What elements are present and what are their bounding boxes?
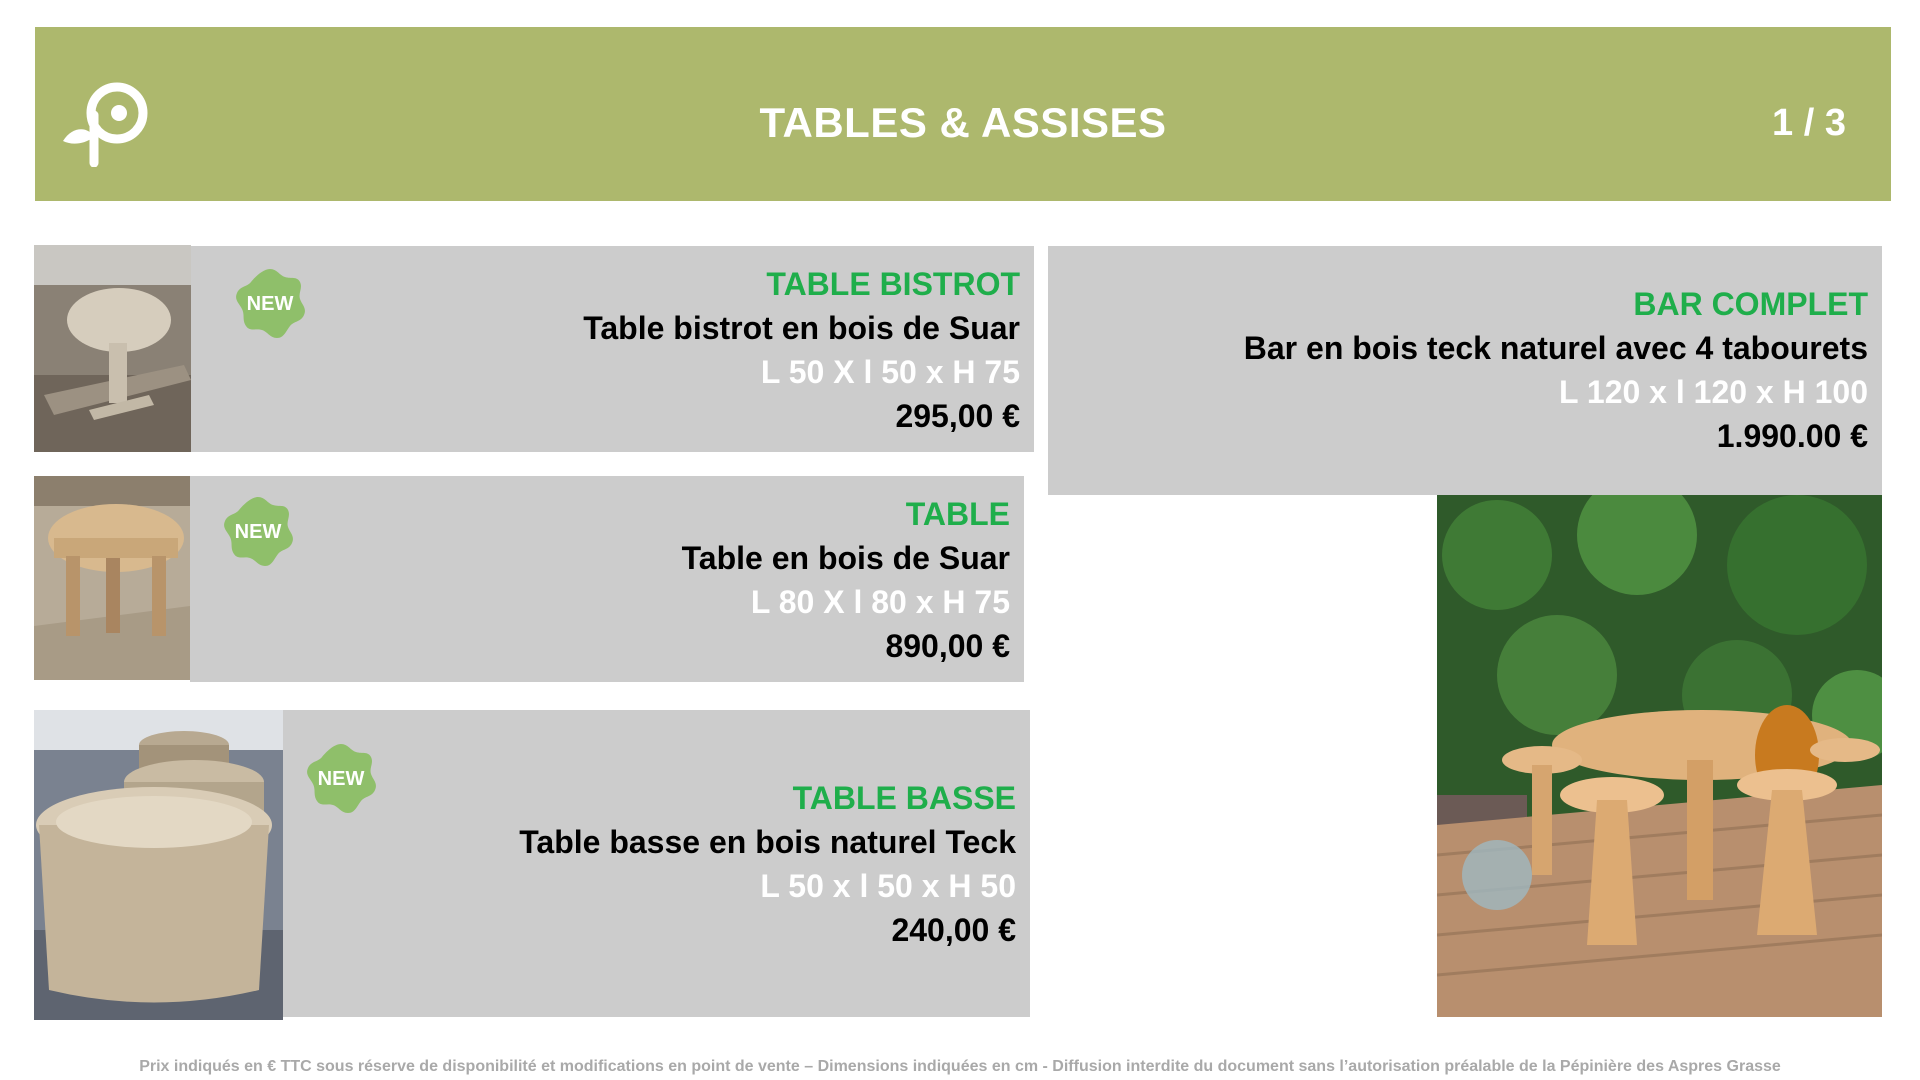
product-dimensions: L 50 x l 50 x H 50 [760, 868, 1016, 904]
product-description: Table en bois de Suar [681, 540, 1010, 576]
product-name: TABLE BISTROT [766, 266, 1020, 302]
header-bar [35, 27, 1891, 201]
product-price: 890,00 € [885, 628, 1010, 664]
product-dimensions: L 80 X l 80 x H 75 [750, 584, 1010, 620]
product-price: 1.990.00 € [1716, 418, 1868, 454]
new-badge [304, 741, 378, 815]
product-card-table-basse [283, 710, 1030, 1017]
product-photo-table [34, 476, 190, 680]
page-title: TABLES & ASSISES [759, 99, 1167, 146]
new-badge-label: NEW [246, 293, 294, 315]
product-name: TABLE BASSE [792, 780, 1016, 816]
product-card-bar-complet [1048, 246, 1882, 495]
new-badge [221, 494, 295, 568]
new-badge-label: NEW [234, 521, 282, 543]
product-text [1244, 282, 1868, 458]
product-text [682, 492, 1010, 668]
footer-disclaimer: Prix indiqués en € TTC sous réserve de disponibilité et modifications en point de vente – Dimensions indiquées en cm - Diffusion interdite du document sans l’autorisation préalable de la Pépinière des Aspres Grasse [139, 1058, 1781, 1075]
product-text [519, 776, 1016, 952]
product-description: Bar en bois teck naturel avec 4 tabourets [1243, 330, 1868, 366]
product-price: 240,00 € [891, 912, 1016, 948]
product-card-table [190, 476, 1024, 682]
product-description: Table basse en bois naturel Teck [519, 824, 1016, 860]
new-badge [233, 266, 307, 340]
product-name: BAR COMPLET [1633, 286, 1868, 322]
product-name: TABLE [905, 496, 1010, 532]
product-photo-bar-complet [1437, 495, 1882, 1017]
product-description: Table bistrot en bois de Suar [583, 310, 1020, 346]
product-card-table-bistrot [191, 246, 1034, 452]
product-dimensions: L 120 x l 120 x H 100 [1559, 374, 1868, 410]
page-number: 1 / 3 [1772, 102, 1846, 144]
product-price: 295,00 € [895, 398, 1020, 434]
product-dimensions: L 50 X l 50 x H 75 [760, 354, 1020, 390]
product-photo-table-basse [34, 710, 283, 1020]
new-badge-label: NEW [317, 768, 365, 790]
product-text [583, 262, 1020, 438]
product-photo-table-bistrot [34, 245, 191, 452]
